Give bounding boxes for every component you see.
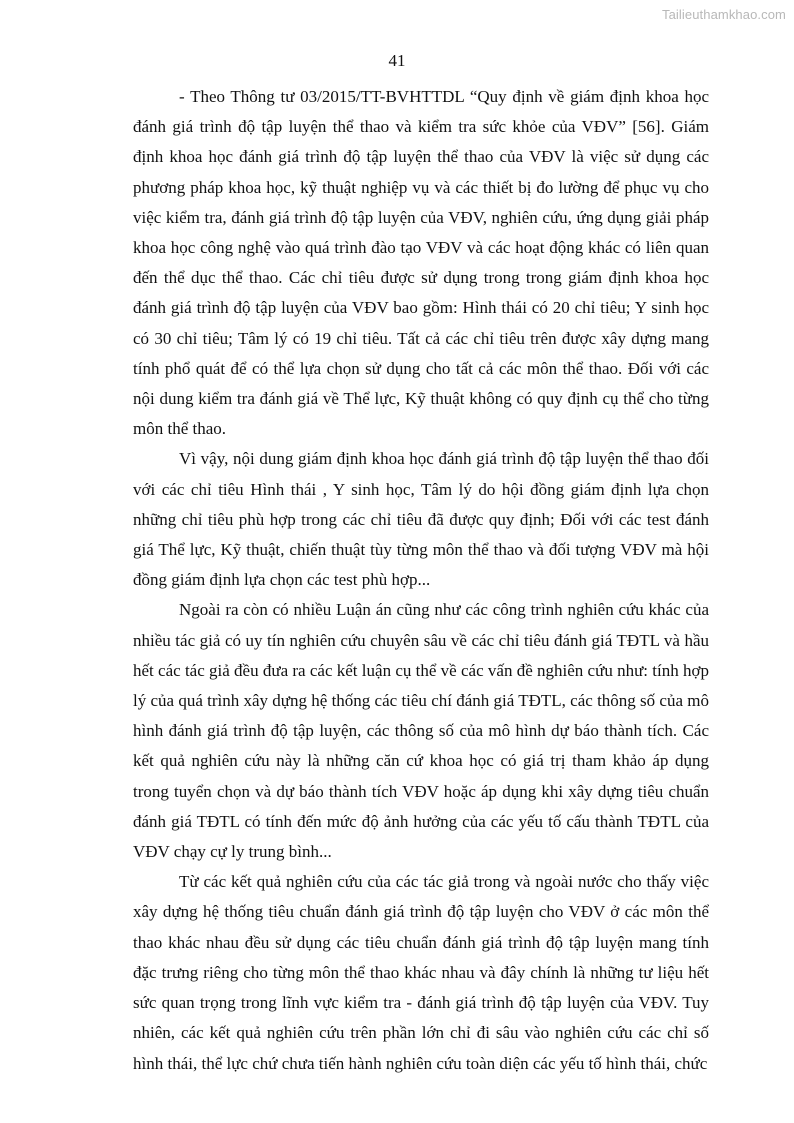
paragraph-assessment-content: Vì vậy, nội dung giám định khoa học đánh giá trình độ tập luyện thể thao đối với các chỉ tiêu Hình thái , Y sinh học, Tâm lý do hội đồng giám định lựa chọn những chỉ tiêu phù hợp trong các chỉ tiêu đã được quy định; Đối với các test đánh giá Thể lực, Kỹ thuật, chiến thuật tùy từng môn thể thao và đối tượng VĐV mà hội đồng giám định lựa chọn các test phù hợp... [133,449,709,590]
paragraph-other-theses: Ngoài ra còn có nhiều Luận án cũng như các công trình nghiên cứu khác của nhiều tác giả có uy tín nghiên cứu chuyên sâu về các chỉ tiêu đánh giá TĐTL và hầu hết các tác giả đều đưa ra các kết luận cụ thể về các vấn đề nghiên cứu như: tính hợp lý của quá trình xây dựng hệ thống các tiêu chí đánh giá TĐTL, các thông số của mô hình đánh giá trình độ tập luyện, các thông số của mô hình dự báo thành tích. Các kết quả nghiên cứu này là những căn cứ khoa học có giá trị tham khảo áp dụng trong tuyển chọn và dự báo thành tích VĐV hoặc áp dụng khi xây dựng tiêu chuẩn đánh giá TĐTL có tính đến mức độ ảnh hưởng của các yếu tố cấu thành TĐTL của VĐV chạy cự ly trung bình... [133,600,709,862]
paragraph-research-summary: Từ các kết quả nghiên cứu của các tác giả trong và ngoài nước cho thấy việc xây dựng hệ thống tiêu chuẩn đánh giá trình độ tập luyện cho VĐV ở các môn thể thao khác nhau đều sử dụng các tiêu chuẩn đánh giá trình độ tập luyện mang tính đặc trưng riêng cho từng môn thể thao khác nhau và đây chính là những tư liệu hết sức quan trọng trong lĩnh vực kiểm tra - đánh giá trình độ tập luyện của VĐV. Tuy nhiên, các kết quả nghiên cứu trên phần lớn chỉ đi sâu vào nghiên cứu các chỉ số hình thái, thể lực chứ chưa tiến hành nghiên cứu toàn diện các yếu tố hình thái, chức [133,872,709,1073]
document-body [133,82,709,1079]
watermark-text: Tailieuthamkhao.com [661,7,786,22]
page-number: 41 [388,51,406,70]
paragraph-circular-03: - Theo Thông tư 03/2015/TT-BVHTTDL “Quy định về giám định khoa học đánh giá trình độ tập luyện thể thao và kiểm tra sức khỏe của VĐV” [56]. Giám định khoa học đánh giá trình độ tập luyện thể thao của VĐV là việc sử dụng các phương pháp khoa học, kỹ thuật nghiệp vụ và các thiết bị đo lường để phục vụ cho việc kiểm tra, đánh giá trình độ tập luyện của VĐV, nghiên cứu, ứng dụng giải pháp khoa học công nghệ vào quá trình đào tạo VĐV và các hoạt động khác có liên quan đến thể dục thể thao. Các chỉ tiêu được sử dụng trong trong giám định khoa học đánh giá trình độ tập luyện của VĐV bao gồm: Hình thái có 20 chỉ tiêu; Y sinh học có 30 chỉ tiêu; Tâm lý có 19 chỉ tiêu. Tất cả các chỉ tiêu trên được xây dựng mang tính phổ quát để có thể lựa chọn sử dụng cho tất cả các môn thể thao. Đối với các nội dung kiểm tra đánh giá về Thể lực, Kỹ thuật không có quy định cụ thể cho từng môn thể thao. [133,87,709,439]
